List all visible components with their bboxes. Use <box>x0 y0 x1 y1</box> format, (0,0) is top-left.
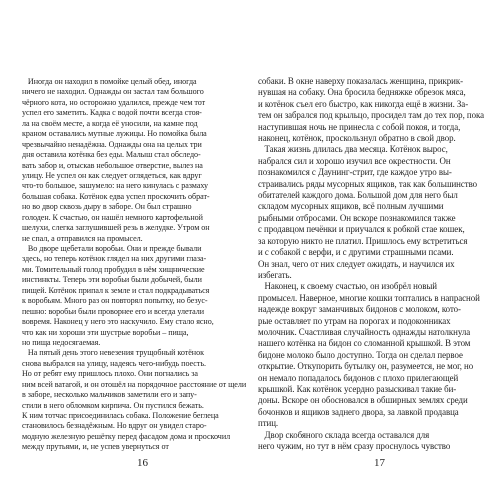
right_page-text-line: тем он забрался под крыльцо, просидел там до тех пор, пока <box>258 110 485 121</box>
left_page-text-line: улицу. Не успел он как следует оглядеться, как вдруг <box>22 170 202 180</box>
right_page-text-line: с продавцом печёнки и приучался к робкой стае кошек, <box>258 224 465 235</box>
left_page-text-line: ла на своём месте, а когда её уносили, на камне под <box>22 118 198 128</box>
right_page-text-line: страивались ряды мусорных ящиков, так как большинство <box>258 178 478 189</box>
right_page-text-line: Наконец, к своему счастью, он изобрёл новый <box>258 281 438 292</box>
right_page-text-line: рые оставляет по утрам на порогах и подоконниках <box>258 315 451 326</box>
right_page-text-line: бидоне молоко было доступно. Тогда он сделал первое <box>258 349 463 360</box>
left_page-text-line: Иногда он находил в помойке целый обед, иногда <box>22 77 197 86</box>
left_page-text-line: что как ни хороши эти шустрые воробьи – пища, <box>22 327 189 337</box>
right_page-text-line: за которую никто не платил. Пришлось ему встретиться <box>258 235 468 246</box>
right_page-text-line: собаки. В окне наверху показалась женщина, прикрик- <box>258 76 464 86</box>
left_page-text-line: к воробьям. Много раз он повторял попытку, но безус- <box>22 296 208 306</box>
right_page-text-line: набрался сил и хорошо изучил все окрестности. Он <box>258 155 451 166</box>
left_page-text-line: между прутьями, и, не успев увернуться от <box>22 442 169 452</box>
left_page-text-line: не спал, а отправился на промысел. <box>22 233 143 243</box>
right_page-text-line: промысел. Наверное, многие кошки топтались в напрасной <box>258 292 480 303</box>
right_page-text-line: Такая жизнь длилась два месяца. Котёнок вырос, <box>258 144 448 155</box>
left_page-text-line: в заборе, несколько мальчиков заметили его и запу- <box>22 390 197 400</box>
left_page-text-line: стили в него обломком кирпича. Он пустился бежать. <box>22 400 204 410</box>
right_page-text-line: Он знал, чего от них следует ожидать, и научился их <box>258 258 455 269</box>
left_page-text-line: ми. Томительный голод пробудил в нём хищнические <box>22 264 205 274</box>
right_page-text-line: него чужим, но тут в нём сразу проснулось чувство <box>258 441 451 451</box>
left_page-text-line: вать забор и, отыскав небольшое отверстие, вылез на <box>22 160 203 170</box>
right_page-text-line: избегать. <box>258 269 292 280</box>
right-page-text <box>258 75 485 451</box>
left_page-text-line: Во дворе щебетали воробьи. Они и прежде бывали <box>22 244 202 253</box>
left_page-text-line: становилось безнадёжным. Но вдруг он увидел старо- <box>22 421 207 431</box>
right_page-text-line: крышкой. Как котёнок усердно разыскивал такие би- <box>258 383 457 394</box>
left-page-number: 16 <box>137 457 148 469</box>
left_page-text-line: пищей. Котёнок припал к земле и стал подкрадываться <box>22 285 210 295</box>
left_page-text-line: пешно: воробьи были проворнее его и всегда улетали <box>22 306 204 316</box>
left-page-text <box>22 75 247 452</box>
right_page-text-line: наступившая ночь не принесла с собой покоя, и тогда, <box>258 121 461 132</box>
right_page-text-line: складом мусорных ящиков, всё полным лучшими <box>258 201 444 212</box>
right_page-text-line: молочник. Счастливая случайность однажды натолкнула <box>258 326 471 337</box>
left_page-text-line: здесь, но теперь котёнок глядел на них другими глаза- <box>22 254 207 264</box>
right_page-text-line: птиц. <box>258 418 279 429</box>
right_page-text-line: он немало попадалось бидонов с плохо прилегающей <box>258 372 459 383</box>
right_page-text-line: и котёнок съел его быстро, как никогда ещё в жизни. За- <box>258 98 469 109</box>
left_page-text-line: инстинкты. Теперь эти воробьи были добычей, были <box>22 275 202 285</box>
right-page-number: 17 <box>374 457 385 469</box>
left_page-text-line: На пятый день этого невезения трущобный котёнок <box>22 348 204 358</box>
left_page-text-line: Но от ребят ему пришлось плохо. Они погнались за <box>22 369 198 379</box>
left_page-text-line: снова выбрался на улицу, надеясь чего-нибудь поесть. <box>22 358 206 368</box>
right_page-text-line: наконец, котёнок, проскользнул обратно в свой двор. <box>258 133 456 144</box>
left_page-text-line: но во двор сквозь дыру в заборе. Он был страшно <box>22 202 192 212</box>
left_page-text-line: голоден. К счастью, он нашёл немного картофельной <box>22 212 203 222</box>
left_page-text-line: шелухи, слегка заглушившей резь в желудке. Утром он <box>22 223 210 233</box>
left_page-text-line: но пища недосягаемая. <box>22 337 101 347</box>
left_page-text-line: что-то большое, зашумело: на него кинулась с размаху <box>22 181 209 191</box>
right_page-text-line: открытие. Откупорить бутылку он, разумеется, не мог, но <box>258 361 474 372</box>
left_page-text-line: К ним тотчас присоединилась собака. Положение беглеца <box>22 411 219 420</box>
right_page-text-line: доны. Вскоре он обосновался в обширных землях среди <box>258 395 468 406</box>
left_page-text-line: успел его заметить. Кадка с водой почти всегда стоя- <box>22 108 202 118</box>
right_page-text-line: бочонков и ящиков заднего двора, за лавкой продавца <box>258 406 459 417</box>
left_page-text-line: чёрного кота, но осторожно удалился, прежде чем тот <box>22 97 206 107</box>
left_page-text-line: ничего не находил. Однажды он застал там большого <box>22 87 204 97</box>
right-page <box>250 0 500 500</box>
right_page-text-line: познакомился с Даунинг-стрит, где каждое утро вы- <box>258 167 452 178</box>
left_page-text-line: вовремя. Наконец у него это наскучило. Ему стало ясно, <box>22 317 214 327</box>
right_page-text-line: Двор скобяного склада всегда оставался для <box>258 429 430 440</box>
right_page-text-line: надежде вокруг заманчивых бидонов с молоком, кото- <box>258 304 461 315</box>
left_page-text-line: большая собака. Котёнок едва успел проскочить обрат- <box>22 191 210 201</box>
right_page-text-line: рыбными отбросами. Он вскоре познакомился также <box>258 212 456 223</box>
left_page-text-line: краном оставались мутные лужицы. Но помойка была <box>22 129 207 139</box>
left_page-text-line: ним всей ватагой, и он отошёл на порядочное расстояние от щели <box>22 379 247 389</box>
left_page-text-line: модную железную решётку перед фасадом дома и проскочил <box>22 431 231 441</box>
right_page-text-line: обитателей каждого дома. Большой дом для него был <box>258 190 458 201</box>
right_page-text-line: и с собакой с верфи, и с другими страшными псами. <box>258 247 454 258</box>
right_page-text-line: нувшая на собаку. Она бросила бедняжке обрезок мяса, <box>258 87 466 98</box>
left_page-text-line: чрезвычайно ненадёжна. Однажды она на целых три <box>22 139 202 149</box>
right_page-text-line: нашего котёнка на бидон со сломанной крышкой. В этом <box>258 338 471 349</box>
left_page-text-line: дня оставила котёнка без еды. Малыш стал обследо- <box>22 150 201 160</box>
